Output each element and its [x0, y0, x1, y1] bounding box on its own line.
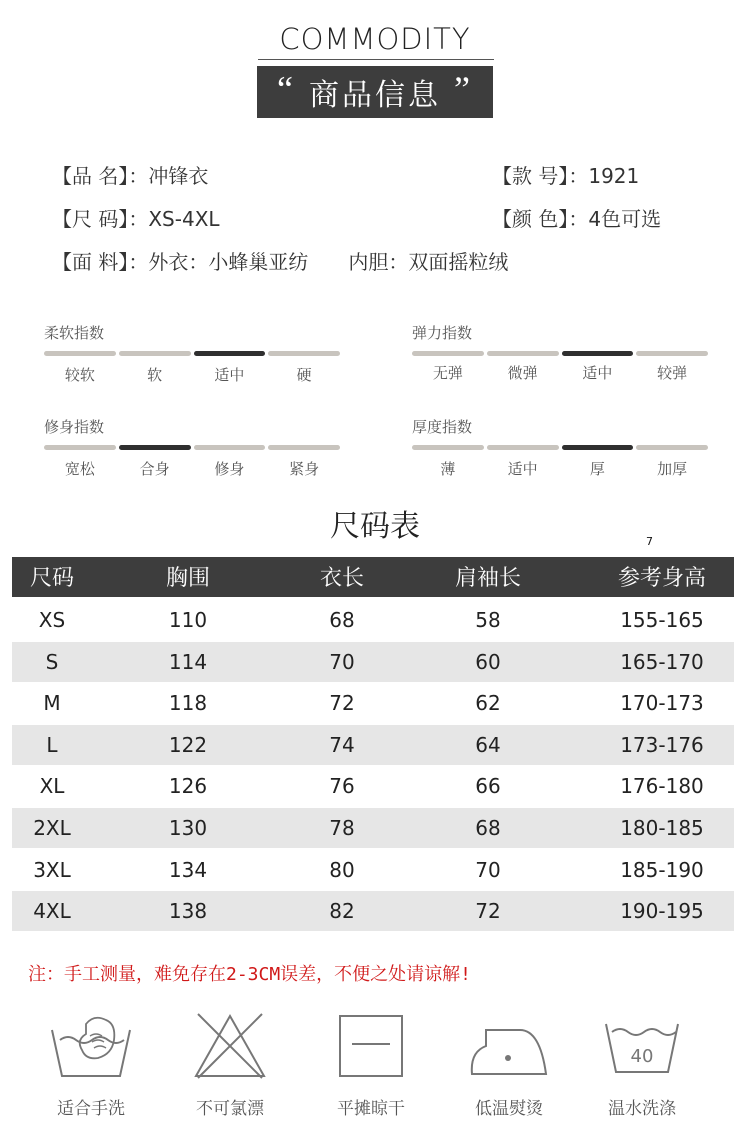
elasticity-option: 微弹 [507, 364, 538, 382]
cell-size: 2XL [33, 816, 71, 840]
cell-size: S [45, 649, 59, 674]
cell-chest: 114 [168, 649, 208, 674]
info-size [52, 203, 220, 232]
header-sleeve: 肩袖长 [454, 566, 521, 591]
thickness-option: 加厚 [657, 460, 688, 478]
table-row [12, 683, 734, 723]
info-model-value: 1921 [588, 164, 640, 188]
softness-scale [44, 351, 340, 356]
info-material [52, 246, 508, 275]
thickness-option: 薄 [440, 460, 456, 478]
thickness-index [412, 416, 708, 479]
info-material-label: 【面 料】： [52, 250, 149, 274]
flat-dry-icon [334, 1010, 408, 1082]
table-row [12, 766, 734, 806]
info-model-label: 【款 号】： [492, 164, 589, 188]
thickness-seg-3 [636, 445, 708, 450]
fit-index-title: 修身指数 [44, 418, 105, 436]
info-model [492, 160, 639, 189]
cell-height: 165-170 [620, 649, 704, 674]
cell-length: 74 [329, 732, 355, 757]
elasticity-option: 无弹 [432, 364, 463, 382]
header-chest: 胸围 [165, 566, 210, 591]
thickness-seg-2 [562, 445, 634, 450]
info-color-label: 【颜 色】： [492, 207, 589, 231]
cell-length: 70 [329, 649, 355, 674]
title-divider [258, 59, 494, 60]
fit-scale [44, 445, 340, 450]
elasticity-seg-3 [636, 351, 708, 356]
no-bleach-icon [190, 1010, 270, 1082]
cell-height: 180-185 [620, 816, 704, 840]
table-row [12, 891, 734, 931]
fit-option: 修身 [214, 460, 245, 478]
info-material-outer: 外衣：小蜂巢亚纺 [148, 250, 309, 274]
table-row [12, 600, 734, 640]
info-size-label: 【尺 码】： [52, 207, 149, 231]
cell-length: 76 [329, 774, 355, 799]
close-quote: ” [454, 69, 473, 109]
warm-wash-icon [600, 1010, 684, 1082]
cell-chest: 138 [168, 899, 208, 924]
cell-height: 170-173 [620, 691, 704, 716]
cell-size: M [43, 691, 61, 716]
size-table-header [12, 557, 734, 597]
thickness-option: 适中 [507, 460, 538, 478]
elasticity-seg-0 [412, 351, 484, 356]
header-height: 参考身高 [617, 566, 706, 591]
cell-length: 68 [329, 608, 355, 632]
elasticity-option: 较弹 [657, 364, 688, 382]
cell-length: 80 [329, 857, 355, 882]
elasticity-scale [412, 351, 708, 356]
cell-chest: 122 [168, 732, 208, 757]
cell-height: 190-195 [620, 899, 704, 924]
table-row [12, 808, 734, 848]
cell-height: 176-180 [620, 774, 704, 799]
elasticity-option: 适中 [582, 364, 613, 382]
cell-size: 3XL [33, 857, 71, 882]
fit-option: 合身 [139, 460, 170, 478]
info-color-value: 4色可选 [588, 207, 662, 231]
elasticity-seg-2 [562, 351, 634, 356]
cell-sleeve: 62 [475, 691, 501, 716]
cell-chest: 134 [168, 857, 208, 882]
cell-size: 4XL [33, 899, 71, 924]
cell-length: 72 [329, 691, 355, 716]
fit-index [44, 416, 340, 479]
info-color [492, 203, 661, 232]
thickness-seg-1 [487, 445, 559, 450]
hand-wash-label: 适合手洗 [57, 1099, 125, 1119]
cell-sleeve: 68 [475, 816, 501, 840]
info-name [52, 160, 208, 189]
cell-chest: 110 [168, 608, 208, 632]
cell-sleeve: 66 [475, 774, 501, 799]
flat-dry-label: 平摊晾干 [337, 1099, 405, 1119]
fit-seg-2 [194, 445, 266, 450]
thickness-scale [412, 445, 708, 450]
size-table-title: 尺码表 [330, 509, 420, 544]
measurement-notice: 注：手工测量，难免存在2-3CM误差，不便之处请谅解! [28, 964, 472, 985]
thickness-index-title: 厚度指数 [412, 418, 473, 436]
cell-length: 82 [329, 899, 355, 924]
softness-seg-2 [194, 351, 266, 356]
softness-seg-0 [44, 351, 116, 356]
softness-index [44, 322, 340, 385]
fit-seg-0 [44, 445, 116, 450]
softness-index-title: 柔软指数 [44, 324, 105, 342]
warm-wash-label: 温水洗涤 [608, 1099, 676, 1119]
softness-seg-1 [119, 351, 191, 356]
section-title: 商品信息 [309, 78, 441, 113]
section-title-banner [257, 66, 493, 118]
elasticity-index-title: 弹力指数 [412, 324, 473, 342]
fit-seg-3 [268, 445, 340, 450]
cell-sleeve: 64 [475, 732, 501, 757]
softness-option: 软 [147, 366, 163, 384]
table-row [12, 642, 734, 682]
cell-sleeve: 72 [475, 899, 501, 924]
hand-wash-icon [46, 1010, 136, 1082]
wash-temperature: 40 [630, 1046, 654, 1067]
cell-size: L [46, 732, 58, 757]
info-name-value: 冲锋衣 [148, 164, 209, 188]
softness-option: 较软 [64, 366, 95, 384]
softness-option: 适中 [214, 366, 245, 384]
cell-sleeve: 70 [475, 857, 501, 882]
softness-option: 硬 [296, 366, 312, 384]
thickness-option: 厚 [589, 460, 605, 478]
cell-height: 173-176 [620, 732, 704, 757]
cell-chest: 130 [168, 816, 208, 840]
thickness-seg-0 [412, 445, 484, 450]
header-size: 尺码 [29, 566, 74, 591]
cell-chest: 118 [168, 691, 208, 716]
fit-option: 紧身 [289, 460, 320, 478]
softness-seg-3 [268, 351, 340, 356]
cell-size: XL [39, 774, 65, 799]
info-size-value: XS-4XL [148, 207, 220, 231]
info-material-inner: 内胆：双面摇粒绒 [348, 250, 509, 274]
fit-seg-1 [119, 445, 191, 450]
size-table-note: 7 [646, 535, 653, 548]
cell-height: 155-165 [620, 608, 704, 632]
low-iron-label: 低温熨烫 [475, 1099, 543, 1119]
elasticity-seg-1 [487, 351, 559, 356]
cell-size: XS [38, 608, 66, 632]
cell-length: 78 [329, 816, 355, 840]
fit-option: 宽松 [64, 460, 95, 478]
header-length: 衣长 [319, 566, 364, 591]
cell-chest: 126 [168, 774, 208, 799]
open-quote: “ [277, 69, 296, 109]
table-row [12, 725, 734, 765]
cell-sleeve: 60 [475, 649, 501, 674]
info-name-label: 【品 名】： [52, 164, 149, 188]
english-title: COMMODITY [279, 22, 471, 56]
elasticity-index [412, 322, 708, 383]
cell-height: 185-190 [620, 857, 704, 882]
low-iron-icon [466, 1010, 552, 1082]
no-bleach-label: 不可氯漂 [196, 1099, 264, 1119]
table-row [12, 850, 734, 890]
cell-sleeve: 58 [475, 608, 501, 632]
